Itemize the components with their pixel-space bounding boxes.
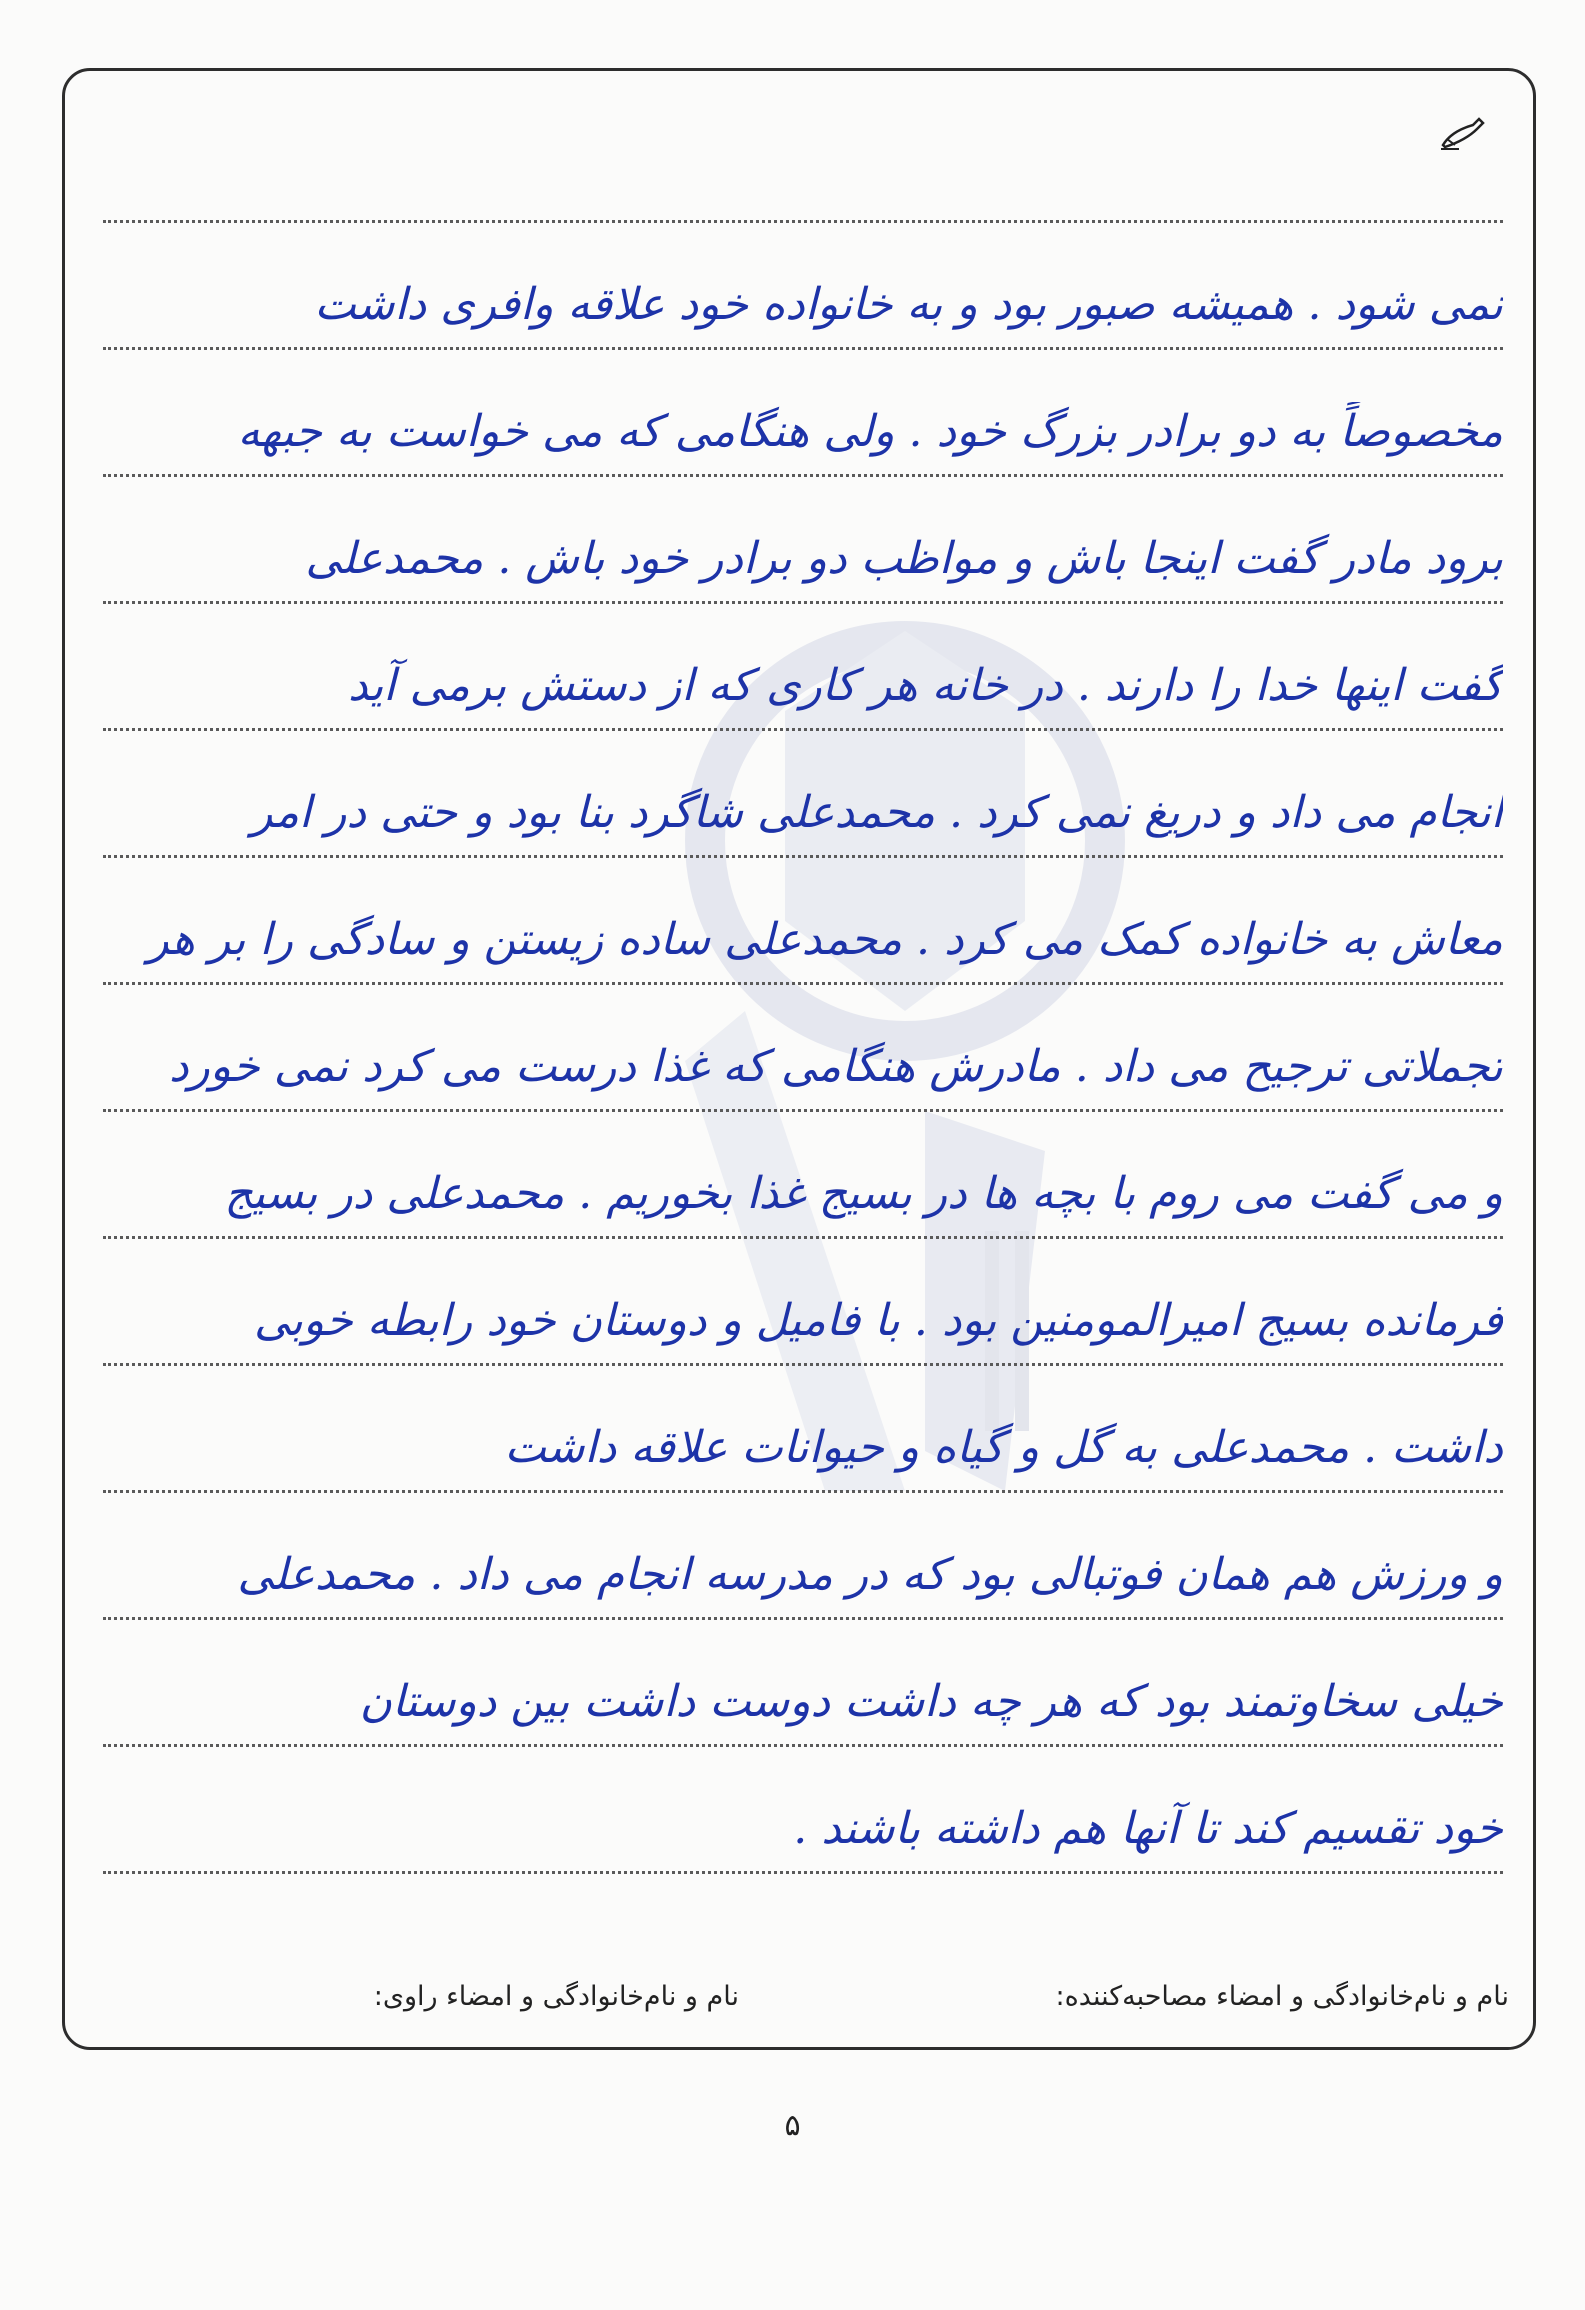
pen-writing-icon (1439, 115, 1485, 151)
handwritten-text: نمی شود . همیشه صبور بود و به خانواده خود علاقه وافری داشت (314, 279, 1503, 330)
handwritten-text: و ورزش هم همان فوتبالی بود که در مدرسه انجام می داد . محمدعلی (237, 1549, 1503, 1600)
handwritten-line (103, 1112, 1503, 1239)
signature-footer (105, 1981, 1509, 2031)
form-frame (62, 68, 1536, 2050)
writing-lines (103, 147, 1503, 1874)
handwritten-text: گفت اینها خدا را دارند . در خانه هر کاری که از دستش برمی آید (347, 660, 1503, 711)
handwritten-text: تجملاتی ترجیح می داد . مادرش هنگامی که غذا درست می کرد نمی خورد (168, 1041, 1503, 1092)
handwritten-line (103, 604, 1503, 731)
handwritten-line (103, 985, 1503, 1112)
page-number: ۵ (784, 2108, 801, 2143)
handwritten-text: فرمانده بسیج امیرالمومنین بود . با فامیل و دوستان خود رابطه خوبی (253, 1295, 1503, 1346)
handwritten-text: و می گفت می روم با بچه ها در بسیج غذا بخوریم . محمدعلی در بسیج (224, 1168, 1503, 1219)
handwritten-line (103, 1239, 1503, 1366)
handwritten-text: معاش به خانواده کمک می کرد . محمدعلی ساده زیستن و سادگی را بر هر (147, 914, 1503, 965)
handwritten-line (103, 1493, 1503, 1620)
ruled-line (103, 147, 1503, 223)
handwritten-text: خود تقسیم کند تا آنها هم داشته باشند . (793, 1803, 1503, 1854)
handwritten-line (103, 1620, 1503, 1747)
handwritten-text: برود مادر گفت اینجا باش و مواظب دو برادر خود باش . محمدعلی (305, 533, 1503, 584)
handwritten-line (103, 477, 1503, 604)
narrator-signature-label: نام و نام‌خانوادگی و امضاء راوی: (373, 1981, 739, 2012)
handwritten-text: مخصوصاً به دو برادر بزرگ خود . ولی هنگامی که می خواست به جبهه (237, 406, 1503, 457)
handwritten-line (103, 350, 1503, 477)
handwritten-line (103, 1366, 1503, 1493)
handwritten-line (103, 858, 1503, 985)
handwritten-line (103, 1747, 1503, 1874)
interviewer-signature-label: نام و نام‌خانوادگی و امضاء مصاحبه‌کننده: (1055, 1981, 1509, 2012)
handwritten-line (103, 223, 1503, 350)
handwritten-text: خیلی سخاوتمند بود که هر چه داشت دوست داشت بین دوستان (359, 1676, 1503, 1727)
handwritten-line (103, 731, 1503, 858)
handwritten-text: انجام می داد و دریغ نمی کرد . محمدعلی شاگرد بنا بود و حتی در امر (251, 787, 1503, 838)
handwritten-text: داشت . محمدعلی به گل و گیاه و حیوانات علاقه داشت (504, 1422, 1503, 1473)
